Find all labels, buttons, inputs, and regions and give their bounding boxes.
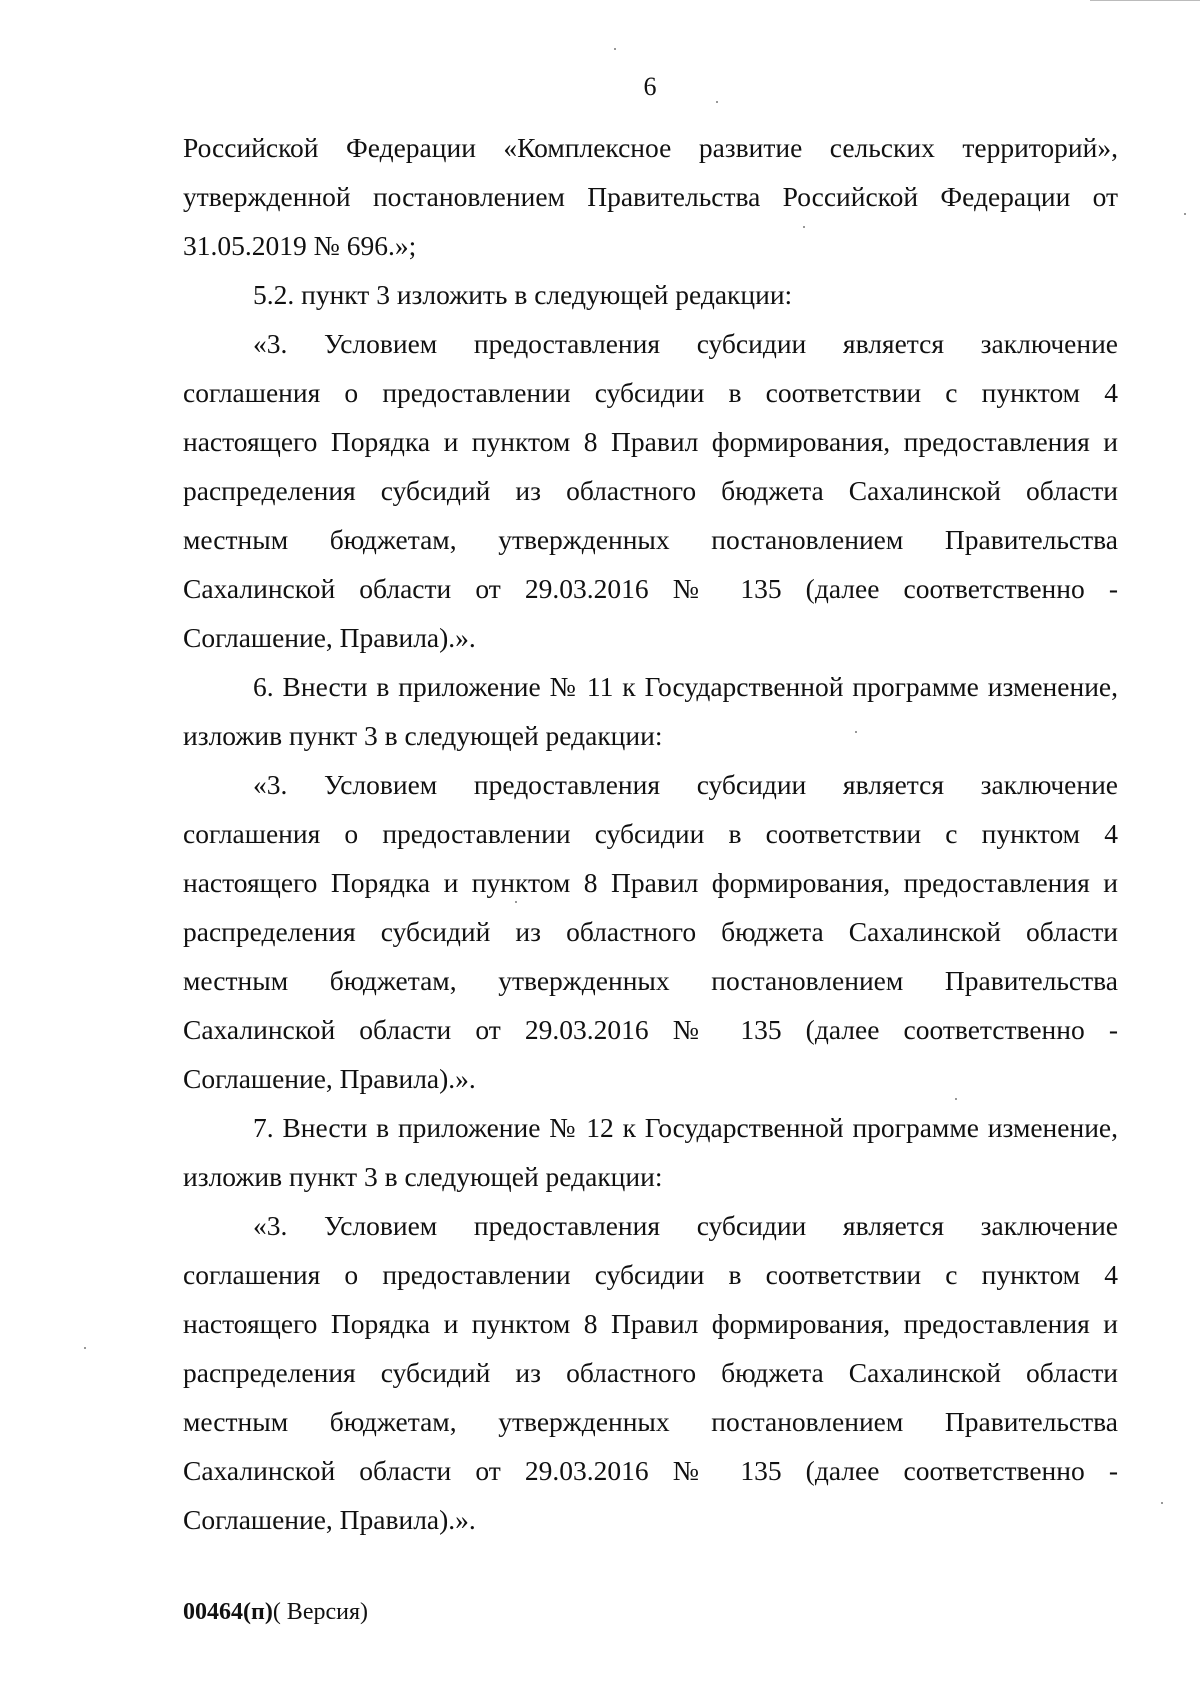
- text-line: местным бюджетам, утвержденных постановлением Правительства: [183, 1406, 1118, 1437]
- paragraph: [183, 319, 1118, 662]
- text-line: Соглашение, Правила).».: [183, 1063, 476, 1094]
- text-line: местным бюджетам, утвержденных постановлением Правительства: [183, 965, 1118, 996]
- text-line: «3. Условием предоставления субсидии является заключение: [253, 1210, 1118, 1241]
- text-line: утвержденной постановлением Правительства Российской Федерации от: [183, 181, 1118, 212]
- scan-speck: [515, 901, 517, 903]
- document-body: [183, 123, 1118, 1544]
- text-line: настоящего Порядка и пунктом 8 Правил формирования, предоставления и: [183, 867, 1118, 898]
- text-line: настоящего Порядка и пунктом 8 Правил формирования, предоставления и: [183, 1308, 1118, 1339]
- paragraph: [183, 1103, 1118, 1201]
- scan-speck: [803, 226, 805, 228]
- text-line: 31.05.2019 № 696.»;: [183, 230, 417, 261]
- scan-speck: [1184, 213, 1186, 215]
- text-line: распределения субсидий из областного бюджета Сахалинской области: [183, 1357, 1118, 1388]
- text-line: Соглашение, Правила).».: [183, 622, 476, 653]
- text-line: Сахалинской области от 29.03.2016 № 135 (далее соответственно -: [183, 573, 1118, 604]
- paragraph: [183, 123, 1118, 270]
- text-line: распределения субсидий из областного бюджета Сахалинской области: [183, 475, 1118, 506]
- paragraph: [183, 760, 1118, 1103]
- text-line: 5.2. пункт 3 изложить в следующей редакции:: [253, 279, 793, 310]
- scan-speck: [955, 1098, 957, 1100]
- text-line: «3. Условием предоставления субсидии является заключение: [253, 328, 1118, 359]
- document-version: ( Версия): [272, 1599, 368, 1625]
- paragraph: [183, 270, 1118, 319]
- text-line: соглашения о предоставлении субсидии в соответствии с пунктом 4: [183, 377, 1118, 408]
- text-line: «3. Условием предоставления субсидии является заключение: [253, 769, 1118, 800]
- scan-speck: [1161, 1502, 1163, 1504]
- text-line: 7. Внести в приложение № 12 к Государственной программе изменение,: [253, 1112, 1118, 1143]
- text-line: Сахалинской области от 29.03.2016 № 135 (далее соответственно -: [183, 1014, 1118, 1045]
- text-line: изложив пункт 3 в следующей редакции:: [183, 720, 663, 751]
- scan-speck: [855, 731, 857, 733]
- text-line: соглашения о предоставлении субсидии в соответствии с пунктом 4: [183, 1259, 1118, 1290]
- paragraph: [183, 662, 1118, 760]
- text-line: распределения субсидий из областного бюджета Сахалинской области: [183, 916, 1118, 947]
- scan-speck: [84, 1347, 86, 1349]
- text-line: настоящего Порядка и пунктом 8 Правил формирования, предоставления и: [183, 426, 1118, 457]
- text-line: соглашения о предоставлении субсидии в соответствии с пунктом 4: [183, 818, 1118, 849]
- paragraph: [183, 1201, 1118, 1544]
- scan-speck: [614, 48, 616, 50]
- text-line: изложив пункт 3 в следующей редакции:: [183, 1161, 663, 1192]
- scan-speck: [716, 101, 718, 103]
- text-line: Сахалинской области от 29.03.2016 № 135 (далее соответственно -: [183, 1455, 1118, 1486]
- text-line: 6. Внести в приложение № 11 к Государственной программе изменение,: [253, 671, 1118, 702]
- document-code: [183, 1599, 368, 1626]
- page-number: 6: [643, 72, 657, 101]
- scan-edge-line: [1090, 0, 1200, 1]
- text-line: Соглашение, Правила).».: [183, 1504, 476, 1535]
- text-line: местным бюджетам, утвержденных постановлением Правительства: [183, 524, 1118, 555]
- text-line: Российской Федерации «Комплексное развитие сельских территорий»,: [183, 132, 1118, 163]
- document-number: 00464(п): [183, 1599, 273, 1625]
